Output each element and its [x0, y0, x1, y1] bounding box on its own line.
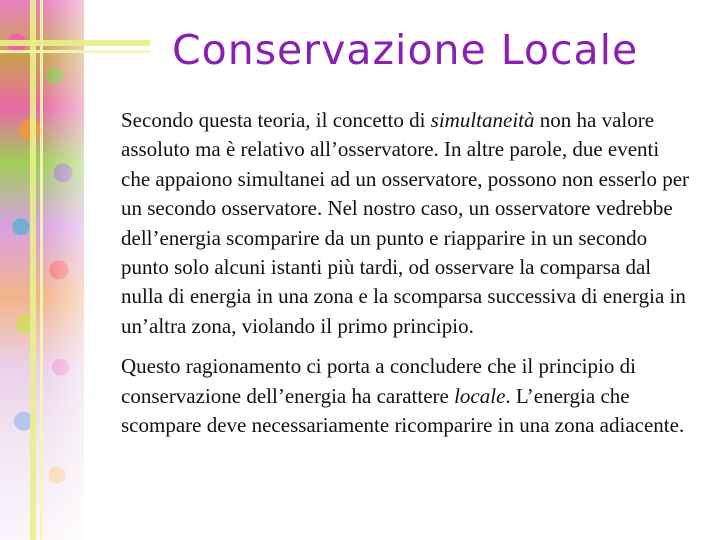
paragraph-2: [121, 352, 691, 440]
paragraph-1-text-end: non ha valore assoluto ma è relativo all’osservatore. In altre parole, due eventi che appaiono simultanei ad un osservatore, possono non esserlo per un secondo osservatore. Nel nostro caso, un osservatore vedrebbe dell’energia scomparire da un punto e riapparire in un secondo punto solo alcuni istanti più tardi, od osservare la comparsa dal nulla di energia in una zona e la scomparsa successiva di energia in un’altra zona, violando il primo principio.: [121, 108, 690, 338]
emphasis-simultaneita: simultaneità: [430, 108, 535, 132]
slide-body: [121, 106, 691, 440]
slide-title: Conservazione Locale: [172, 26, 639, 74]
horizontal-accent-line: [0, 40, 150, 46]
horizontal-accent-line-thin: [0, 50, 150, 53]
vertical-accent-line: [30, 0, 36, 540]
vertical-accent-line-thin: [40, 0, 43, 540]
paragraph-1-text-start: Secondo questa teoria, il concetto di: [121, 108, 431, 132]
paragraph-2-text-start: Questo ragionamento ci porta a concludere che il principio di conservazione dell’energia ha carattere: [121, 354, 636, 408]
paragraph-1: [121, 106, 691, 341]
paragraph-2-text-end: . L’energia che scompare deve necessariamente ricomparire in una zona adiacente.: [121, 383, 685, 438]
emphasis-locale: locale: [454, 383, 506, 408]
side-strip-fade: [40, 0, 84, 540]
